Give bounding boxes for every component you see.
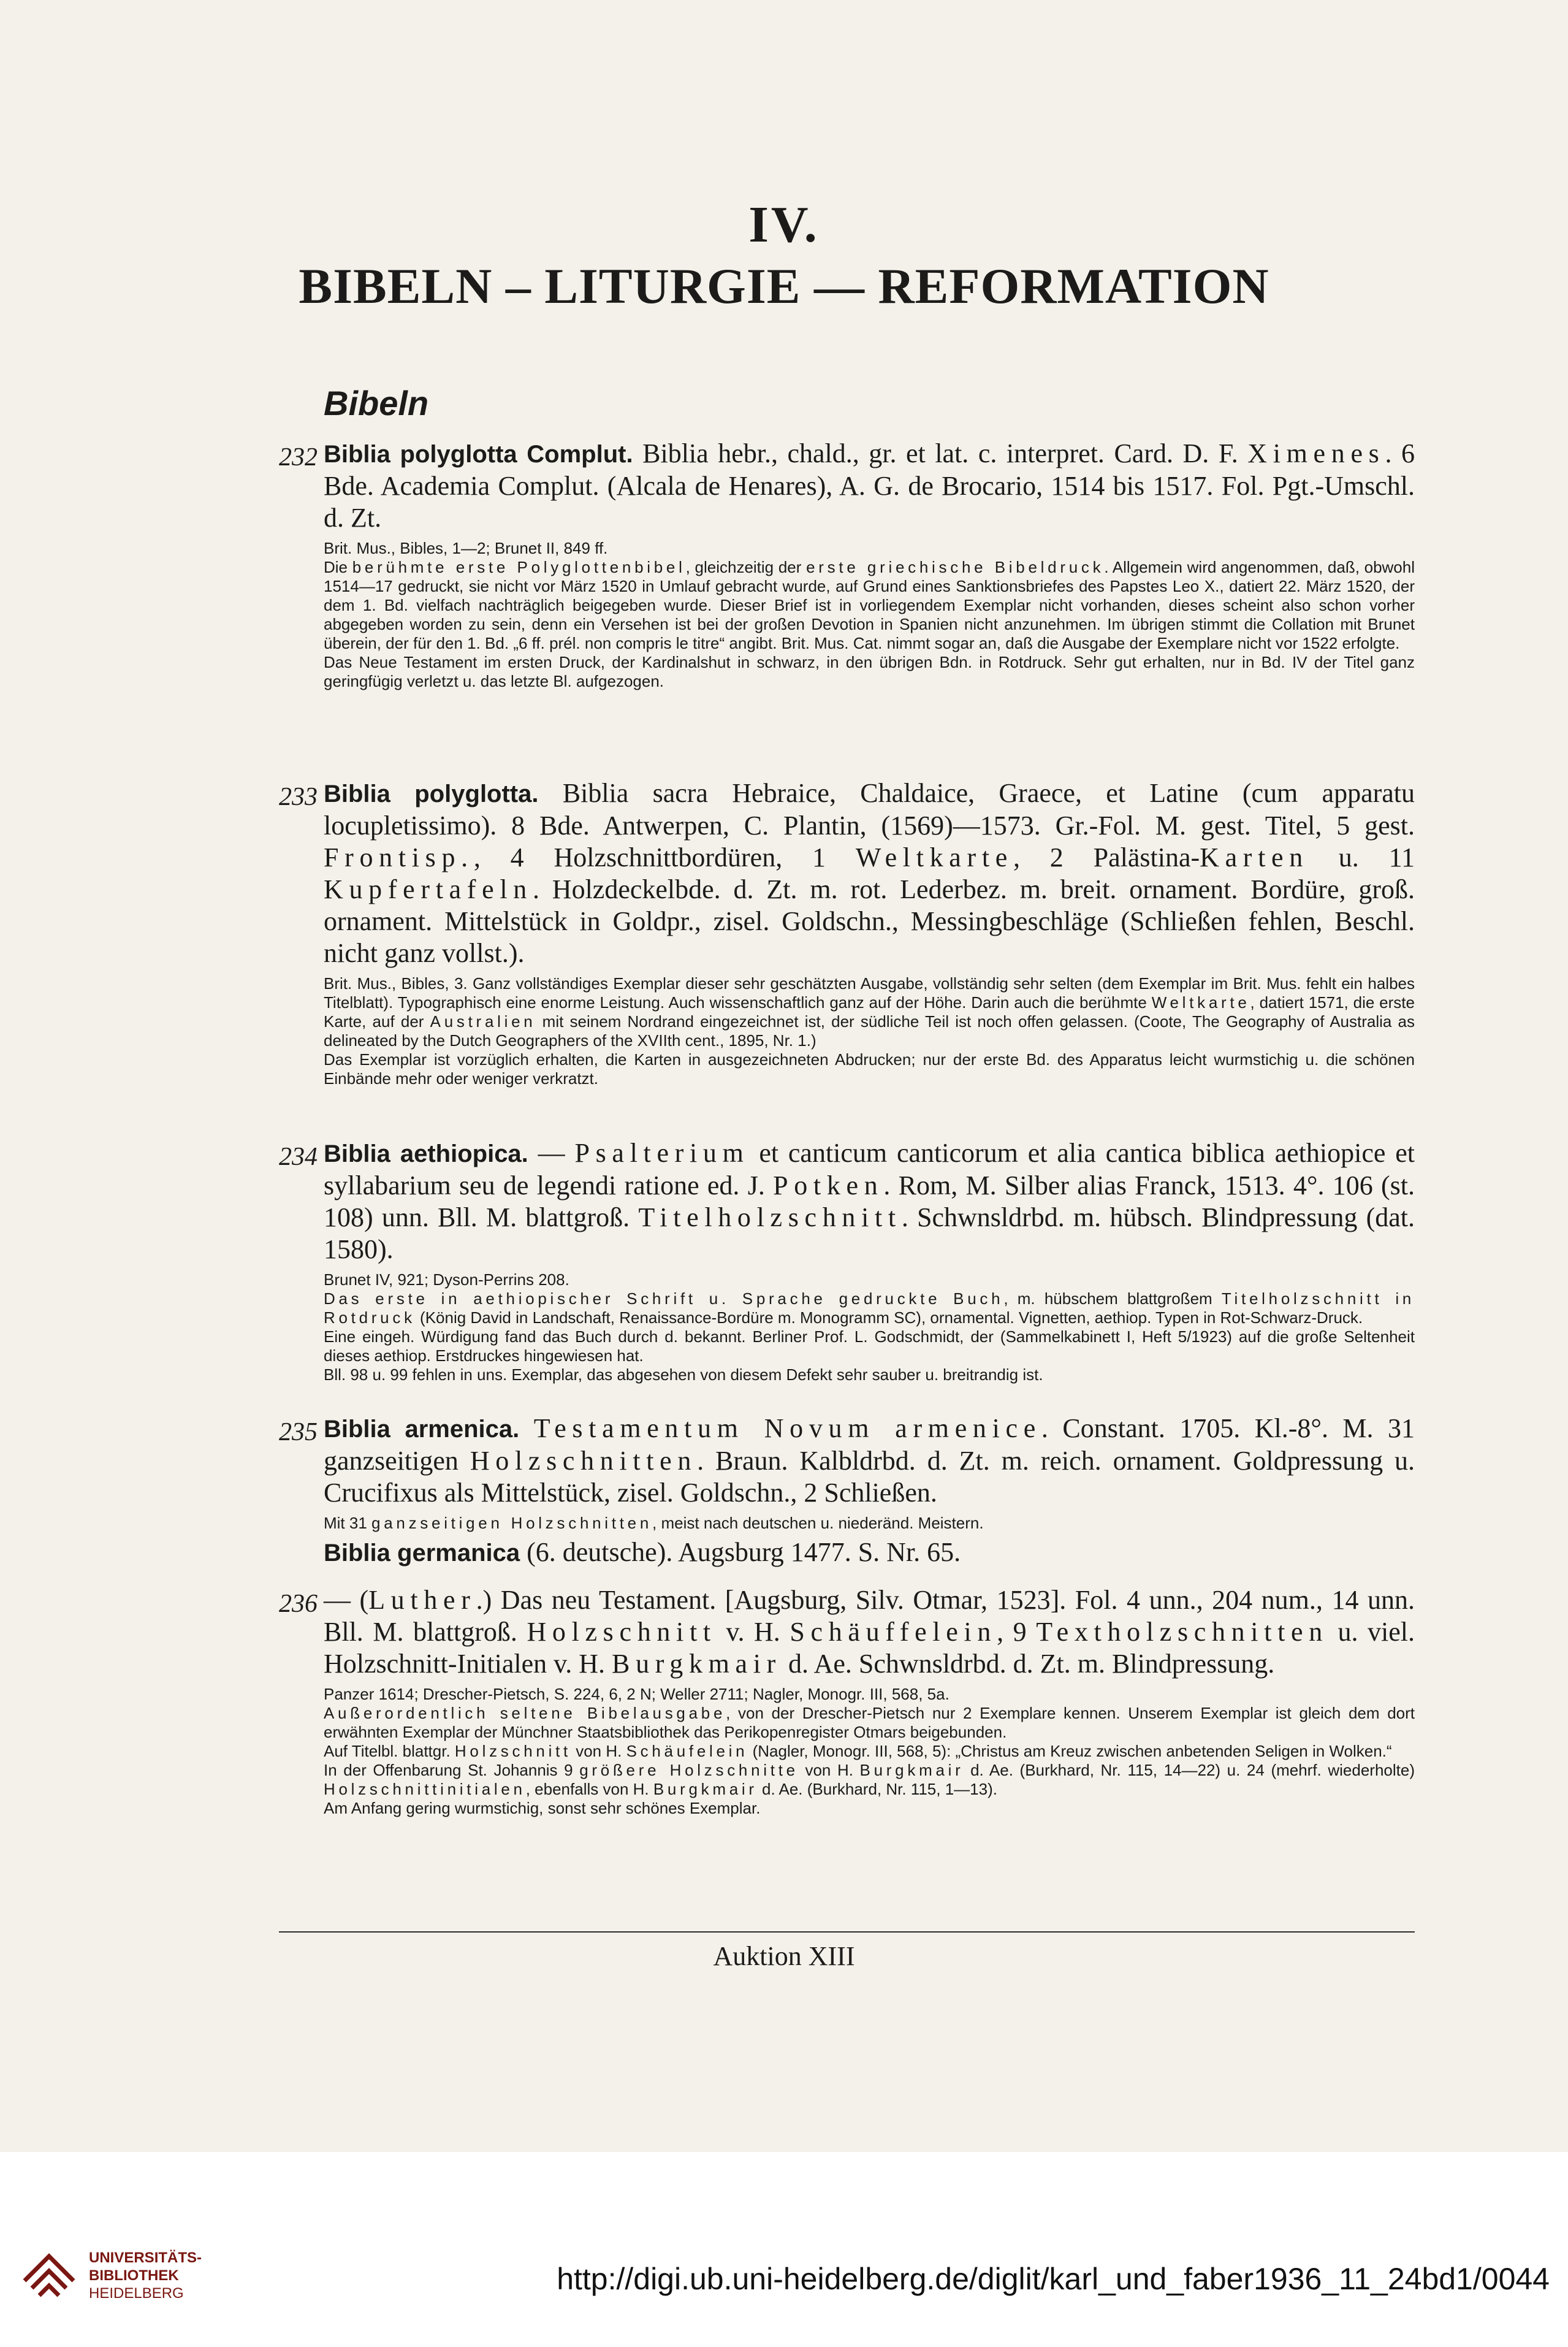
page-url-link[interactable]: http://digi.ub.uni-heidelberg.de/diglit/karl_und_faber1936_11_24bd1/0044 <box>557 2262 1550 2296</box>
entry-note: Das Neue Testament im ersten Druck, der Kardinalshut in schwarz, in den übrigen Bdn. in Rotdruck. Sehr gut erhalten, nur in Bd. IV der Titel ganz geringfügig verletzt u. das letzte Bl. aufgezogen. <box>324 653 1415 690</box>
entry-keyword: Biblia polyglotta. <box>324 780 539 807</box>
entry-number: 234 <box>279 1143 318 1171</box>
entry-note: Brunet IV, 921; Dyson-Perrins 208. <box>324 1270 569 1289</box>
entry-note: Brit. Mus., Bibles, 3. Ganz vollständiges Exemplar dieser sehr geschätzten Ausgabe, vollständig sehr selten (dem Exemplar im Brit. Mus. fehlt ein halbes Titelblatt). Typographisch eine enorme Leistung. Auch wissenschaftlich ganz auf der Höhe. Darin auch die berühmte Weltkarte, datiert 1571, die erste Karte, auf der Australien mit seinem Nordrand eingezeichnet ist, der südliche Teil ist noch offen gelassen. (Coote, The Geography of Australia as delineated by the Dutch Geographers of the XVIIth cent., 1895, Nr. 1.) <box>324 974 1415 1050</box>
library-logo-text[interactable]: UNIVERSITÄTS- BIBLIOTHEK HEIDELBERG <box>89 2250 202 2302</box>
entry-description: Biblia polyglotta Complut. Biblia hebr., chald., gr. et lat. c. interpret. Card. D. F. Ximenes. 6 Bde. Academia Complut. (Alcala de Henares), A. G. de Brocario, 1514 bis 1517. Fol. Pgt.-Umschl. d. Zt. <box>324 438 1415 533</box>
entry-number: 236 <box>279 1590 318 1618</box>
entry-note: In der Offenbarung St. Johannis 9 größere Holzschnitte von H. Burgkmair d. Ae. (Burkhard, Nr. 115, 14—22) u. 24 (mehrf. wiederholte) Holzschnittinitialen, ebenfalls von H. Burgkmair d. Ae. (Burkhard, Nr. 115, 1—13). <box>324 1761 1415 1798</box>
viewer-bottom-bar <box>0 2152 1568 2347</box>
catalog-entry-233 <box>324 777 1415 1088</box>
entry-note: Außerordentlich seltene Bibelausgabe, von der Drescher-Pietsch nur 2 Exemplare kennen. Unserem Exemplar ist gleich dem dort erwähnten Exemplar der Münchner Staatsbibliothek das Perikopenregister Otmars beigebunden. <box>324 1704 1415 1741</box>
entry-keyword: Biblia aethiopica. <box>324 1140 528 1167</box>
entry-note: Das erste in aethiopischer Schrift u. Sprache gedruckte Buch, m. hübschem blattgroßem Titelholzschnitt in Rotdruck (König David in Landschaft, Renaissance-Bordüre m. Monogramm SC), ornamental. Vignetten, aethiop. Typen in Rot-Schwarz-Druck. <box>324 1289 1415 1327</box>
entry-note: Bll. 98 u. 99 fehlen in uns. Exemplar, das abgesehen von diesem Defekt sehr sauber u. breitrandig ist. <box>324 1365 1043 1384</box>
cross-reference: Biblia germanica (6. deutsche). Augsburg 1477. S. Nr. 65. <box>324 1537 961 1567</box>
entry-note: Mit 31 ganzseitigen Holzschnitten, meist nach deutschen u. niederänd. Meistern. <box>324 1514 984 1532</box>
entry-description: Biblia polyglotta. Biblia sacra Hebraice, Chaldaice, Graece, et Latine (cum apparatu locupletissimo). 8 Bde. Antwerpen, C. Plantin, (1569)—1573. Gr.-Fol. M. gest. Titel, 5 gest. Frontisp., 4 Holzschnittbordüren, 1 Weltkarte, 2 Palästina-Karten u. 11 Kupfertafeln. Holzdeckelbde. d. Zt. m. rot. Lederbez. m. breit. ornament. Bordüre, groß. ornament. Mittelstück in Goldpr., zisel. Goldschn., Messingbeschläge (Schließen fehlen, Beschl. nicht ganz vollst.). <box>324 778 1415 968</box>
catalog-entry-235 <box>324 1413 1415 1569</box>
entry-note: Am Anfang gering wurmstichig, sonst sehr schönes Exemplar. <box>324 1799 761 1817</box>
entry-description: Biblia armenica. Testamentum Novum armenice. Constant. 1705. Kl.-8°. M. 31 ganzseitigen Holzschnitten. Braun. Kalbldrbd. d. Zt. m. reich. ornament. Goldpressung u. Crucifixus als Mittelstück, zisel. Goldschn., 2 Schließen. <box>324 1413 1415 1508</box>
catalog-entry-232 <box>324 438 1415 691</box>
entry-description: Biblia aethiopica. — Psalterium et canticum canticorum et alia cantica biblica aethiopice et syllabarium seu de legendi ratione ed. J. Potken. Rom, M. Silber alias Franck, 1513. 4°. 106 (st. 108) unn. Bll. M. blattgroß. Titelholzschnitt. Schwnsldrbd. m. hübsch. Blindpressung (dat. 1580). <box>324 1138 1415 1264</box>
entry-note: Das Exemplar ist vorzüglich erhalten, die Karten in ausgezeichneten Abdrucken; nur der erste Bd. des Apparatus leicht wurmstichig u. die schönen Einbände mehr oder weniger verkratzt. <box>324 1050 1415 1088</box>
section-title: Bibeln <box>324 384 429 422</box>
chapter-title: BIBELN – LITURGIE — REFORMATION <box>299 258 1269 314</box>
catalog-entry-234 <box>324 1137 1415 1384</box>
entry-number: 233 <box>279 783 318 811</box>
entry-note: Eine eingeh. Würdigung fand das Buch durch d. bekannt. Berliner Prof. L. Godschmidt, der (Sammelkabinett I, Heft 5/1923) auf die große Seltenheit dieses aethiop. Erstdruckes hingewiesen hat. <box>324 1327 1415 1365</box>
entry-number: 232 <box>279 443 318 471</box>
entry-note: Auf Titelbl. blattgr. Holzschnitt von H. Schäufelein (Nagler, Monogr. III, 568, 5): „Christus am Kreuz zwischen anbetenden Seligen in Wolken.“ <box>324 1742 1392 1760</box>
entry-description: — (Luther.) Das neu Testament. [Augsburg, Silv. Otmar, 1523]. Fol. 4 unn., 204 num., 14 unn. Bll. M. blattgroß. Holzschnitt v. H. Schäuffelein, 9 Textholzschnitten u. viel. Holzschnitt-Initialen v. H. Burgkmair d. Ae. Schwnsldrbd. d. Zt. m. Blindpressung. <box>324 1585 1415 1679</box>
library-logo-icon[interactable] <box>18 2244 80 2305</box>
entry-note: Die berühmte erste Polyglottenbibel, gleichzeitig der erste griechische Bibeldruck. Allgemein wird angenommen, daß, obwohl 1514—17 gedruckt, sie nicht vor März 1520 in Umlauf gebracht wurde, auf Grund eines Sanktionsbriefes des Papstes Leo X., datiert 22. März 1520, der dem 1. Bd. vielfach nachträglich beigegeben wurde. Dieser Brief ist in vorliegendem Exemplar nicht vorhanden, dieses scheint also schon vorher abgegeben worden zu sein, denn ein Versehen ist bei der großen Devotion in Spanien nicht anzunehmen. Im übrigen stimmt die Collation mit Brunet überein, der für den 1. Bd. „6 ff. prél. non compris le titre“ angibt. Brit. Mus. Cat. nimmt sogar an, daß die Ausgabe der Exemplare nicht vor 1522 erfolgte. <box>324 558 1415 652</box>
footer-divider <box>279 1931 1415 1933</box>
entry-number: 235 <box>279 1418 318 1446</box>
entry-note: Brit. Mus., Bibles, 1—2; Brunet II, 849 ff. <box>324 539 608 557</box>
footer-text: Auktion XIII <box>713 1941 855 1971</box>
entry-note: Panzer 1614; Drescher-Pietsch, S. 224, 6, 2 N; Weller 2711; Nagler, Monogr. III, 568, 5a. <box>324 1685 950 1703</box>
entry-keyword: Biblia polyglotta Complut. <box>324 441 633 468</box>
catalog-entry-236 <box>324 1584 1415 1818</box>
entry-keyword: Biblia armenica. <box>324 1416 520 1443</box>
chapter-number: IV. <box>748 196 820 253</box>
